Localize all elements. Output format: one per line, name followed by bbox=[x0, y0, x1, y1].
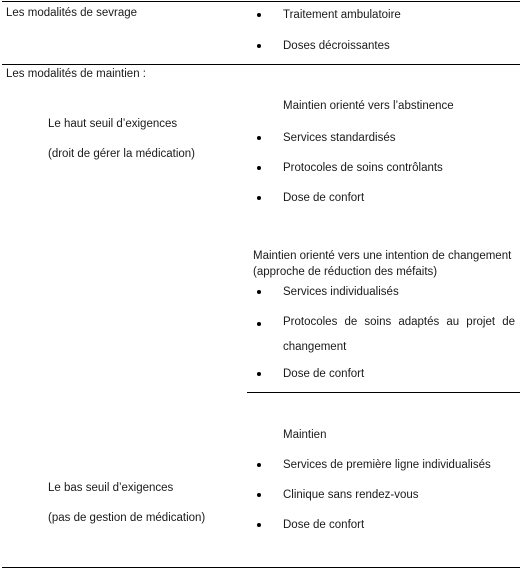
abstinence-item: Dose de confort bbox=[283, 192, 365, 204]
bullet-icon bbox=[257, 290, 261, 294]
bas-maintien-item: Clinique sans rendez-vous bbox=[283, 489, 419, 501]
changement-item: Protocoles de soins adaptés au projet de changement bbox=[283, 316, 515, 353]
bullet-icon bbox=[257, 463, 261, 467]
bas-maintien-heading: Maintien bbox=[283, 429, 327, 441]
sevrage-label: Les modalités de sevrage bbox=[6, 7, 138, 19]
bullet-icon bbox=[257, 44, 261, 48]
row-divider bbox=[2, 64, 520, 65]
bullet-icon bbox=[257, 523, 261, 527]
sevrage-item: Doses décroissantes bbox=[283, 40, 390, 52]
bas-maintien-item: Services de première ligne individualisés bbox=[283, 459, 491, 471]
haut-seuil-title: Le haut seuil d’exigences bbox=[48, 118, 178, 130]
bullet-icon bbox=[257, 13, 261, 17]
table-bottom-rule bbox=[2, 567, 520, 568]
haut-seuil-subtitle: (droit de gérer la médication) bbox=[48, 148, 196, 160]
bas-seuil-subtitle: (pas de gestion de médication) bbox=[48, 512, 206, 524]
bas-maintien-item: Dose de confort bbox=[283, 519, 365, 531]
maintien-label: Les modalités de maintien : bbox=[6, 68, 146, 80]
table-top-rule bbox=[2, 1, 520, 2]
bullet-icon bbox=[257, 372, 261, 376]
bullet-icon bbox=[257, 493, 261, 497]
bullet-icon bbox=[257, 136, 261, 140]
bullet-icon bbox=[257, 166, 261, 170]
sevrage-item: Traitement ambulatoire bbox=[283, 9, 401, 21]
bullet-icon bbox=[257, 322, 261, 326]
bullet-icon bbox=[257, 196, 261, 200]
bas-seuil-title: Le bas seuil d’exigences bbox=[48, 482, 174, 494]
section-divider bbox=[247, 392, 520, 393]
changement-item: Dose de confort bbox=[283, 368, 365, 380]
abstinence-heading: Maintien orienté vers l’abstinence bbox=[283, 100, 454, 112]
changement-heading: Maintien orienté vers une intention de changement (approche de réduction des méfaits) bbox=[253, 250, 512, 278]
abstinence-item: Protocoles de soins contrôlants bbox=[283, 162, 443, 174]
abstinence-item: Services standardisés bbox=[283, 132, 396, 144]
changement-item: Services individualisés bbox=[283, 286, 399, 298]
